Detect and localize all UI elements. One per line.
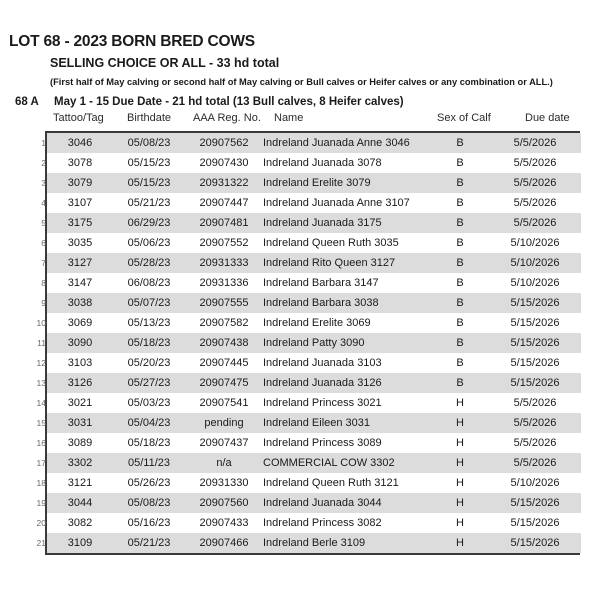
row-number: 2 — [41, 158, 46, 168]
cell-sex-of-calf: H — [431, 493, 489, 513]
row-number: 8 — [41, 278, 46, 288]
cell-birthdate: 05/15/23 — [113, 173, 185, 193]
cell-aaa-reg-no: 20907447 — [185, 193, 263, 213]
cell-sex-of-calf: B — [431, 253, 489, 273]
cell-tattoo-tag: 3021 — [47, 393, 113, 413]
cell-birthdate: 05/28/23 — [113, 253, 185, 273]
cell-due-date: 5/5/2026 — [489, 133, 581, 153]
column-header-aaa-reg-no: AAA Reg. No. — [193, 112, 261, 124]
cell-name: COMMERCIAL COW 3302 — [263, 453, 431, 473]
row-number: 3 — [41, 178, 46, 188]
cell-birthdate: 06/08/23 — [113, 273, 185, 293]
row-number: 6 — [41, 238, 46, 248]
table-row — [47, 333, 581, 353]
cattle-listing-table — [47, 133, 581, 553]
cell-birthdate: 05/18/23 — [113, 333, 185, 353]
cell-name: Indreland Juanada 3126 — [263, 373, 431, 393]
cell-name: Indreland Juanada Anne 3107 — [263, 193, 431, 213]
table-column-headers — [0, 112, 600, 131]
cell-due-date: 5/10/2026 — [489, 273, 581, 293]
cell-due-date: 5/5/2026 — [489, 173, 581, 193]
cell-tattoo-tag: 3121 — [47, 473, 113, 493]
column-header-sex-of-calf: Sex of Calf — [437, 112, 491, 124]
sublot-code: 68 A — [15, 96, 39, 108]
cell-name: Indreland Princess 3082 — [263, 513, 431, 533]
cell-tattoo-tag: 3078 — [47, 153, 113, 173]
cell-aaa-reg-no: 20907433 — [185, 513, 263, 533]
cell-due-date: 5/10/2026 — [489, 233, 581, 253]
cell-aaa-reg-no: 20931336 — [185, 273, 263, 293]
cell-birthdate: 05/21/23 — [113, 533, 185, 553]
table-row — [47, 293, 581, 313]
cell-aaa-reg-no: pending — [185, 413, 263, 433]
cell-due-date: 5/5/2026 — [489, 413, 581, 433]
cell-due-date: 5/5/2026 — [489, 193, 581, 213]
cell-birthdate: 05/20/23 — [113, 353, 185, 373]
table-row — [47, 373, 581, 393]
cell-aaa-reg-no: 20907475 — [185, 373, 263, 393]
row-number: 21 — [36, 538, 46, 548]
cell-name: Indreland Queen Ruth 3121 — [263, 473, 431, 493]
table-row — [47, 313, 581, 333]
cell-sex-of-calf: B — [431, 133, 489, 153]
table-row — [47, 233, 581, 253]
cell-aaa-reg-no: 20907438 — [185, 333, 263, 353]
cell-aaa-reg-no: 20907430 — [185, 153, 263, 173]
table-row — [47, 473, 581, 493]
cell-name: Indreland Erelite 3069 — [263, 313, 431, 333]
cell-name: Indreland Berle 3109 — [263, 533, 431, 553]
row-number: 17 — [36, 458, 46, 468]
cell-aaa-reg-no: 20907552 — [185, 233, 263, 253]
cell-sex-of-calf: B — [431, 213, 489, 233]
row-number: 1 — [41, 138, 46, 148]
cell-tattoo-tag: 3044 — [47, 493, 113, 513]
cell-sex-of-calf: B — [431, 373, 489, 393]
row-number: 11 — [37, 338, 46, 348]
table-row — [47, 133, 581, 153]
cell-name: Indreland Juanada 3175 — [263, 213, 431, 233]
cell-sex-of-calf: B — [431, 313, 489, 333]
table-row — [47, 213, 581, 233]
cell-aaa-reg-no: 20907562 — [185, 133, 263, 153]
cell-birthdate: 05/07/23 — [113, 293, 185, 313]
row-number: 16 — [36, 438, 46, 448]
cell-aaa-reg-no: 20907481 — [185, 213, 263, 233]
selling-terms-line: SELLING CHOICE OR ALL - 33 hd total — [50, 56, 280, 70]
sublot-heading — [15, 94, 600, 110]
table-row — [47, 193, 581, 213]
cell-tattoo-tag: 3031 — [47, 413, 113, 433]
cell-aaa-reg-no: 20931322 — [185, 173, 263, 193]
cell-sex-of-calf: B — [431, 173, 489, 193]
cell-tattoo-tag: 3109 — [47, 533, 113, 553]
table-row — [47, 533, 581, 553]
row-number: 20 — [36, 518, 46, 528]
table-row — [47, 453, 581, 473]
heading-block — [0, 0, 600, 90]
cell-name: Indreland Juanada Anne 3046 — [263, 133, 431, 153]
column-header-tattoo-tag: Tattoo/Tag — [53, 112, 104, 124]
table-row — [47, 353, 581, 373]
cell-tattoo-tag: 3038 — [47, 293, 113, 313]
cell-tattoo-tag: 3175 — [47, 213, 113, 233]
cell-aaa-reg-no: 20907437 — [185, 433, 263, 453]
cell-name: Indreland Juanada 3078 — [263, 153, 431, 173]
cell-aaa-reg-no: n/a — [185, 453, 263, 473]
row-number: 5 — [41, 218, 46, 228]
table-row — [47, 153, 581, 173]
cell-aaa-reg-no: 20907582 — [185, 313, 263, 333]
cell-name: Indreland Barbara 3147 — [263, 273, 431, 293]
cell-aaa-reg-no: 20907541 — [185, 393, 263, 413]
cell-due-date: 5/10/2026 — [489, 473, 581, 493]
cattle-listing-table-wrapper — [36, 131, 580, 555]
cell-sex-of-calf: H — [431, 473, 489, 493]
selling-options-note: (First half of May calving or second half of May calving or Bull calves or Heifer calves or any combination or ALL.) — [50, 77, 553, 87]
cell-sex-of-calf: B — [431, 233, 489, 253]
cell-aaa-reg-no: 20931330 — [185, 473, 263, 493]
cell-aaa-reg-no: 20907560 — [185, 493, 263, 513]
cell-name: Indreland Eileen 3031 — [263, 413, 431, 433]
cell-due-date: 5/15/2026 — [489, 533, 581, 553]
cell-name: Indreland Juanada 3103 — [263, 353, 431, 373]
row-number: 13 — [36, 378, 46, 388]
cell-name: Indreland Barbara 3038 — [263, 293, 431, 313]
cell-due-date: 5/15/2026 — [489, 513, 581, 533]
cell-sex-of-calf: H — [431, 533, 489, 553]
cell-tattoo-tag: 3079 — [47, 173, 113, 193]
cell-birthdate: 05/11/23 — [113, 453, 185, 473]
cell-tattoo-tag: 3069 — [47, 313, 113, 333]
cell-tattoo-tag: 3082 — [47, 513, 113, 533]
cell-birthdate: 05/18/23 — [113, 433, 185, 453]
cell-name: Indreland Patty 3090 — [263, 333, 431, 353]
table-row — [47, 493, 581, 513]
cell-sex-of-calf: H — [431, 393, 489, 413]
cell-tattoo-tag: 3046 — [47, 133, 113, 153]
cell-due-date: 5/15/2026 — [489, 373, 581, 393]
cell-sex-of-calf: H — [431, 453, 489, 473]
cell-birthdate: 06/29/23 — [113, 213, 185, 233]
cell-sex-of-calf: B — [431, 273, 489, 293]
table-row — [47, 513, 581, 533]
row-number: 15 — [36, 418, 46, 428]
cell-name: Indreland Rito Queen 3127 — [263, 253, 431, 273]
cell-birthdate: 05/13/23 — [113, 313, 185, 333]
table-row — [47, 393, 581, 413]
cell-due-date: 5/5/2026 — [489, 453, 581, 473]
cell-sex-of-calf: B — [431, 353, 489, 373]
cell-birthdate: 05/15/23 — [113, 153, 185, 173]
cell-tattoo-tag: 3127 — [47, 253, 113, 273]
cell-birthdate: 05/03/23 — [113, 393, 185, 413]
cell-due-date: 5/10/2026 — [489, 253, 581, 273]
row-number: 14 — [36, 398, 46, 408]
cell-tattoo-tag: 3126 — [47, 373, 113, 393]
cell-name: Indreland Queen Ruth 3035 — [263, 233, 431, 253]
cell-due-date: 5/5/2026 — [489, 433, 581, 453]
cell-sex-of-calf: H — [431, 433, 489, 453]
cell-due-date: 5/15/2026 — [489, 313, 581, 333]
column-header-birthdate: Birthdate — [127, 112, 172, 124]
cell-sex-of-calf: H — [431, 513, 489, 533]
cell-tattoo-tag: 3302 — [47, 453, 113, 473]
cell-sex-of-calf: B — [431, 293, 489, 313]
cell-sex-of-calf: H — [431, 413, 489, 433]
cell-due-date: 5/15/2026 — [489, 353, 581, 373]
cell-birthdate: 05/08/23 — [113, 133, 185, 153]
cell-due-date: 5/5/2026 — [489, 153, 581, 173]
table-row — [47, 173, 581, 193]
cell-due-date: 5/5/2026 — [489, 393, 581, 413]
cell-birthdate: 05/06/23 — [113, 233, 185, 253]
cell-birthdate: 05/21/23 — [113, 193, 185, 213]
row-number: 12 — [36, 358, 46, 368]
cell-due-date: 5/15/2026 — [489, 333, 581, 353]
cell-aaa-reg-no: 20907555 — [185, 293, 263, 313]
column-header-name: Name — [274, 112, 304, 124]
cell-sex-of-calf: B — [431, 153, 489, 173]
cell-name: Indreland Princess 3021 — [263, 393, 431, 413]
cell-due-date: 5/15/2026 — [489, 493, 581, 513]
cell-tattoo-tag: 3090 — [47, 333, 113, 353]
cell-aaa-reg-no: 20931333 — [185, 253, 263, 273]
cell-birthdate: 05/26/23 — [113, 473, 185, 493]
row-number: 18 — [36, 478, 46, 488]
column-header-due-date: Due date — [525, 112, 570, 124]
cell-birthdate: 05/27/23 — [113, 373, 185, 393]
cell-due-date: 5/5/2026 — [489, 213, 581, 233]
cell-aaa-reg-no: 20907466 — [185, 533, 263, 553]
row-number: 7 — [41, 258, 46, 268]
table-row — [47, 273, 581, 293]
cell-name: Indreland Erelite 3079 — [263, 173, 431, 193]
cell-due-date: 5/15/2026 — [489, 293, 581, 313]
table-row — [47, 433, 581, 453]
page-title: LOT 68 - 2023 BORN BRED COWS — [9, 33, 255, 50]
cell-name: Indreland Juanada 3044 — [263, 493, 431, 513]
cell-tattoo-tag: 3147 — [47, 273, 113, 293]
sublot-description: May 1 - 15 Due Date - 21 hd total (13 Bull calves, 8 Heifer calves) — [54, 96, 404, 108]
table-row — [47, 253, 581, 273]
cell-birthdate: 05/04/23 — [113, 413, 185, 433]
row-number: 9 — [41, 298, 46, 308]
table-row — [47, 413, 581, 433]
row-number: 19 — [36, 498, 46, 508]
row-number: 4 — [41, 198, 46, 208]
cell-birthdate: 05/08/23 — [113, 493, 185, 513]
cell-tattoo-tag: 3103 — [47, 353, 113, 373]
cell-birthdate: 05/16/23 — [113, 513, 185, 533]
cell-sex-of-calf: B — [431, 193, 489, 213]
cell-aaa-reg-no: 20907445 — [185, 353, 263, 373]
cell-sex-of-calf: B — [431, 333, 489, 353]
row-number: 10 — [36, 318, 46, 328]
cell-tattoo-tag: 3035 — [47, 233, 113, 253]
cell-tattoo-tag: 3089 — [47, 433, 113, 453]
cell-tattoo-tag: 3107 — [47, 193, 113, 213]
cell-name: Indreland Princess 3089 — [263, 433, 431, 453]
